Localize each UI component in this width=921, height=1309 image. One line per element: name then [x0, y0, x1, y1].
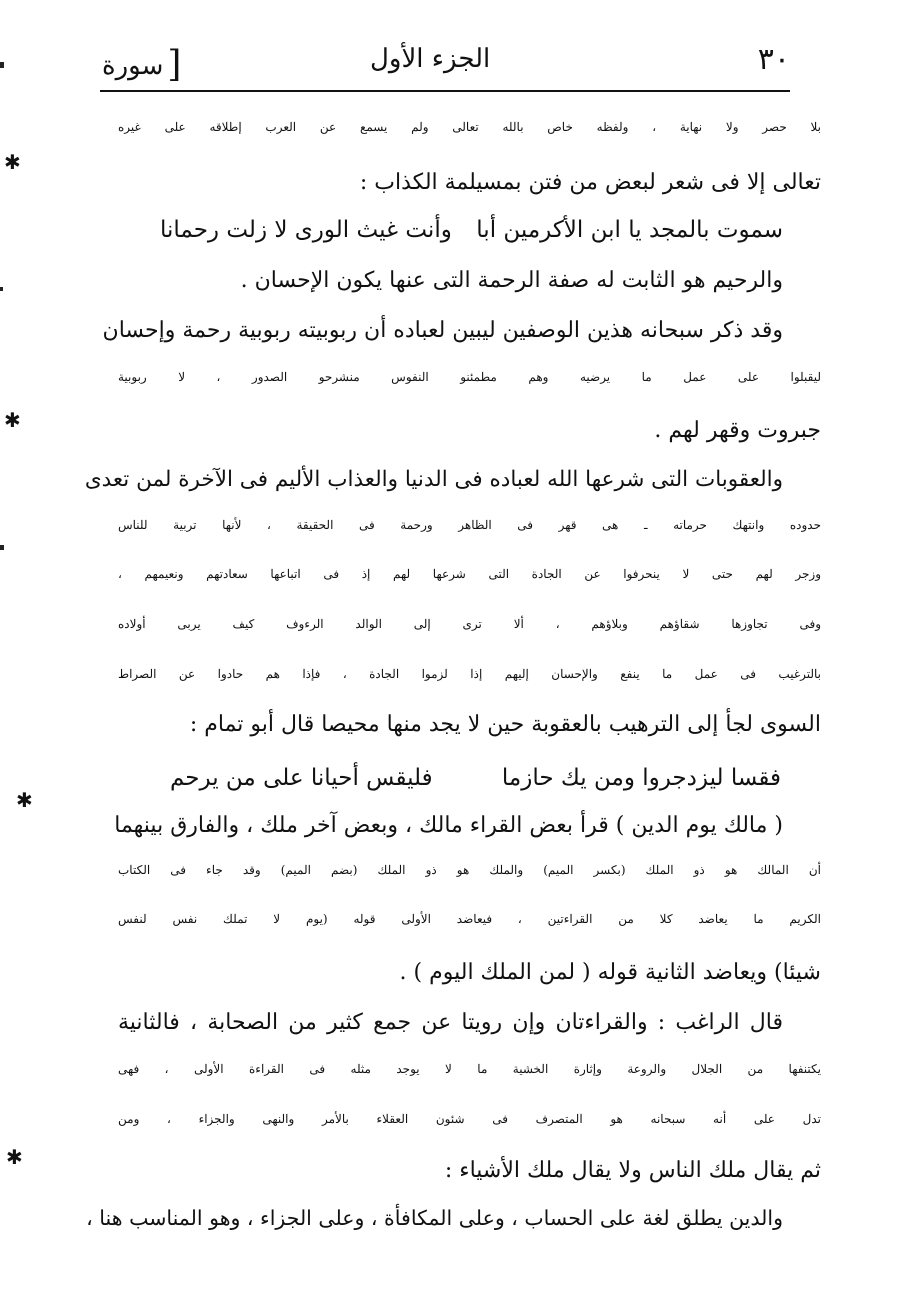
- verse-2-first-hemistich: فقسا ليزدجروا ومن يك حازما: [501, 765, 781, 791]
- text-line: قال الراغب : والقراءتان وإن رويتا عن جمع كثير من الصحابة ، فالثانية: [118, 1010, 783, 1035]
- text-line: وزجر لهم حتى لا ينحرفوا عن الجادة التى شرعها لهم إذ فى اتباعها سعادتهم ونعيمهم ،: [118, 567, 821, 581]
- page-number: ٣٠: [757, 42, 790, 77]
- scan-speck: ✱: [6, 1145, 23, 1169]
- text-line: والدين يطلق لغة على الحساب ، وعلى المكافأة ، وعلى الجزاء ، وهو المناسب هنا ،: [86, 1206, 783, 1230]
- text-line: وقد ذكر سبحانه هذين الوصفين ليبين لعباده أن ربوبيته ربوبية رحمة وإحسان: [102, 318, 783, 343]
- scan-speck: [0, 545, 4, 550]
- surah-label: [102, 42, 181, 83]
- text-line: يكتنفها من الجلال والروعة وإثارة الخشية ما لا يوجد مثله فى القراءة الأولى ، فهى: [118, 1062, 822, 1076]
- text-line: بلا حصر ولا نهاية ، ولفظه خاص بالله تعالى ولم يسمع عن العرب إطلاقه على غيره: [118, 120, 821, 134]
- text-line: وفى تجاوزها شقاؤهم وبلاؤهم ، ألا ترى إلى الوالد الرءوف كيف يربى أولاده: [118, 617, 821, 631]
- text-line: السوى لجأ إلى الترهيب بالعقوبة حين لا يجد منها محيصا قال أبو تمام :: [189, 712, 821, 737]
- scan-speck: ✱: [16, 788, 33, 812]
- part-title: الجزء الأول: [370, 44, 491, 74]
- text-line: أن المالك هو ذو الملك (بكسر الميم) والملك هو ذو الملك (بضم الميم) وقد جاء فى الكتاب: [118, 863, 821, 877]
- verse-1-first-hemistich: سموت بالمجد يا ابن الأكرمين أبا: [476, 217, 783, 243]
- surah-bracket: [: [167, 44, 182, 85]
- scan-speck: ✱: [4, 150, 21, 174]
- text-line: شيئا) ويعاضد الثانية قوله ( لمن الملك اليوم ) .: [399, 960, 821, 985]
- scan-speck: ✱: [4, 408, 21, 432]
- header-rule: [100, 90, 790, 92]
- text-line: حدوده وانتهك حرماته ـ هى قهر فى الظاهر ورحمة فى الحقيقة ، لأنها تربية للناس: [118, 518, 821, 532]
- text-line: بالترغيب فى عمل ما ينفع والإحسان إليهم إذا لزموا الجادة ، فإذا هم حادوا عن الصراط: [118, 667, 821, 681]
- text-line: تدل على أنه سبحانه هو المتصرف فى شئون العقلاء بالأمر والنهى والجزاء ، ومن: [118, 1112, 821, 1126]
- verse-2-second-hemistich: فليقس أحيانا على من يرحم: [170, 765, 433, 791]
- text-line: ثم يقال ملك الناس ولا يقال ملك الأشياء :: [444, 1158, 821, 1183]
- surah-name: سورة: [102, 51, 164, 81]
- text-line: تعالى إلا فى شعر لبعض من فتن بمسيلمة الكذاب :: [359, 170, 821, 195]
- text-line: جبروت وقهر لهم .: [654, 418, 821, 443]
- scan-speck: [0, 287, 3, 291]
- page-header: [100, 32, 790, 88]
- scan-speck: [0, 62, 4, 68]
- text-line: والعقوبات التى شرعها الله لعباده فى الدنيا والعذاب الأليم فى الآخرة لمن تعدى: [84, 467, 783, 492]
- verse-1-second-hemistich: وأنت غيث الورى لا زلت رحمانا: [160, 217, 452, 243]
- text-line: والرحيم هو الثابت له صفة الرحمة التى عنها يكون الإحسان .: [240, 268, 783, 293]
- text-line: ليقبلوا على عمل ما يرضيه وهم مطمئنو النفوس منشرحو الصدور ، لا ربوبية: [118, 370, 821, 384]
- text-line: الكريم ما يعاضد كلا من القراءتين ، فيعاضد الأولى قوله (يوم لا تملك نفس لنفس: [118, 912, 821, 926]
- text-line: ( مالك يوم الدين ) قرأ بعض القراء مالك ، وبعض آخر ملك ، والفارق بينهما: [114, 813, 783, 838]
